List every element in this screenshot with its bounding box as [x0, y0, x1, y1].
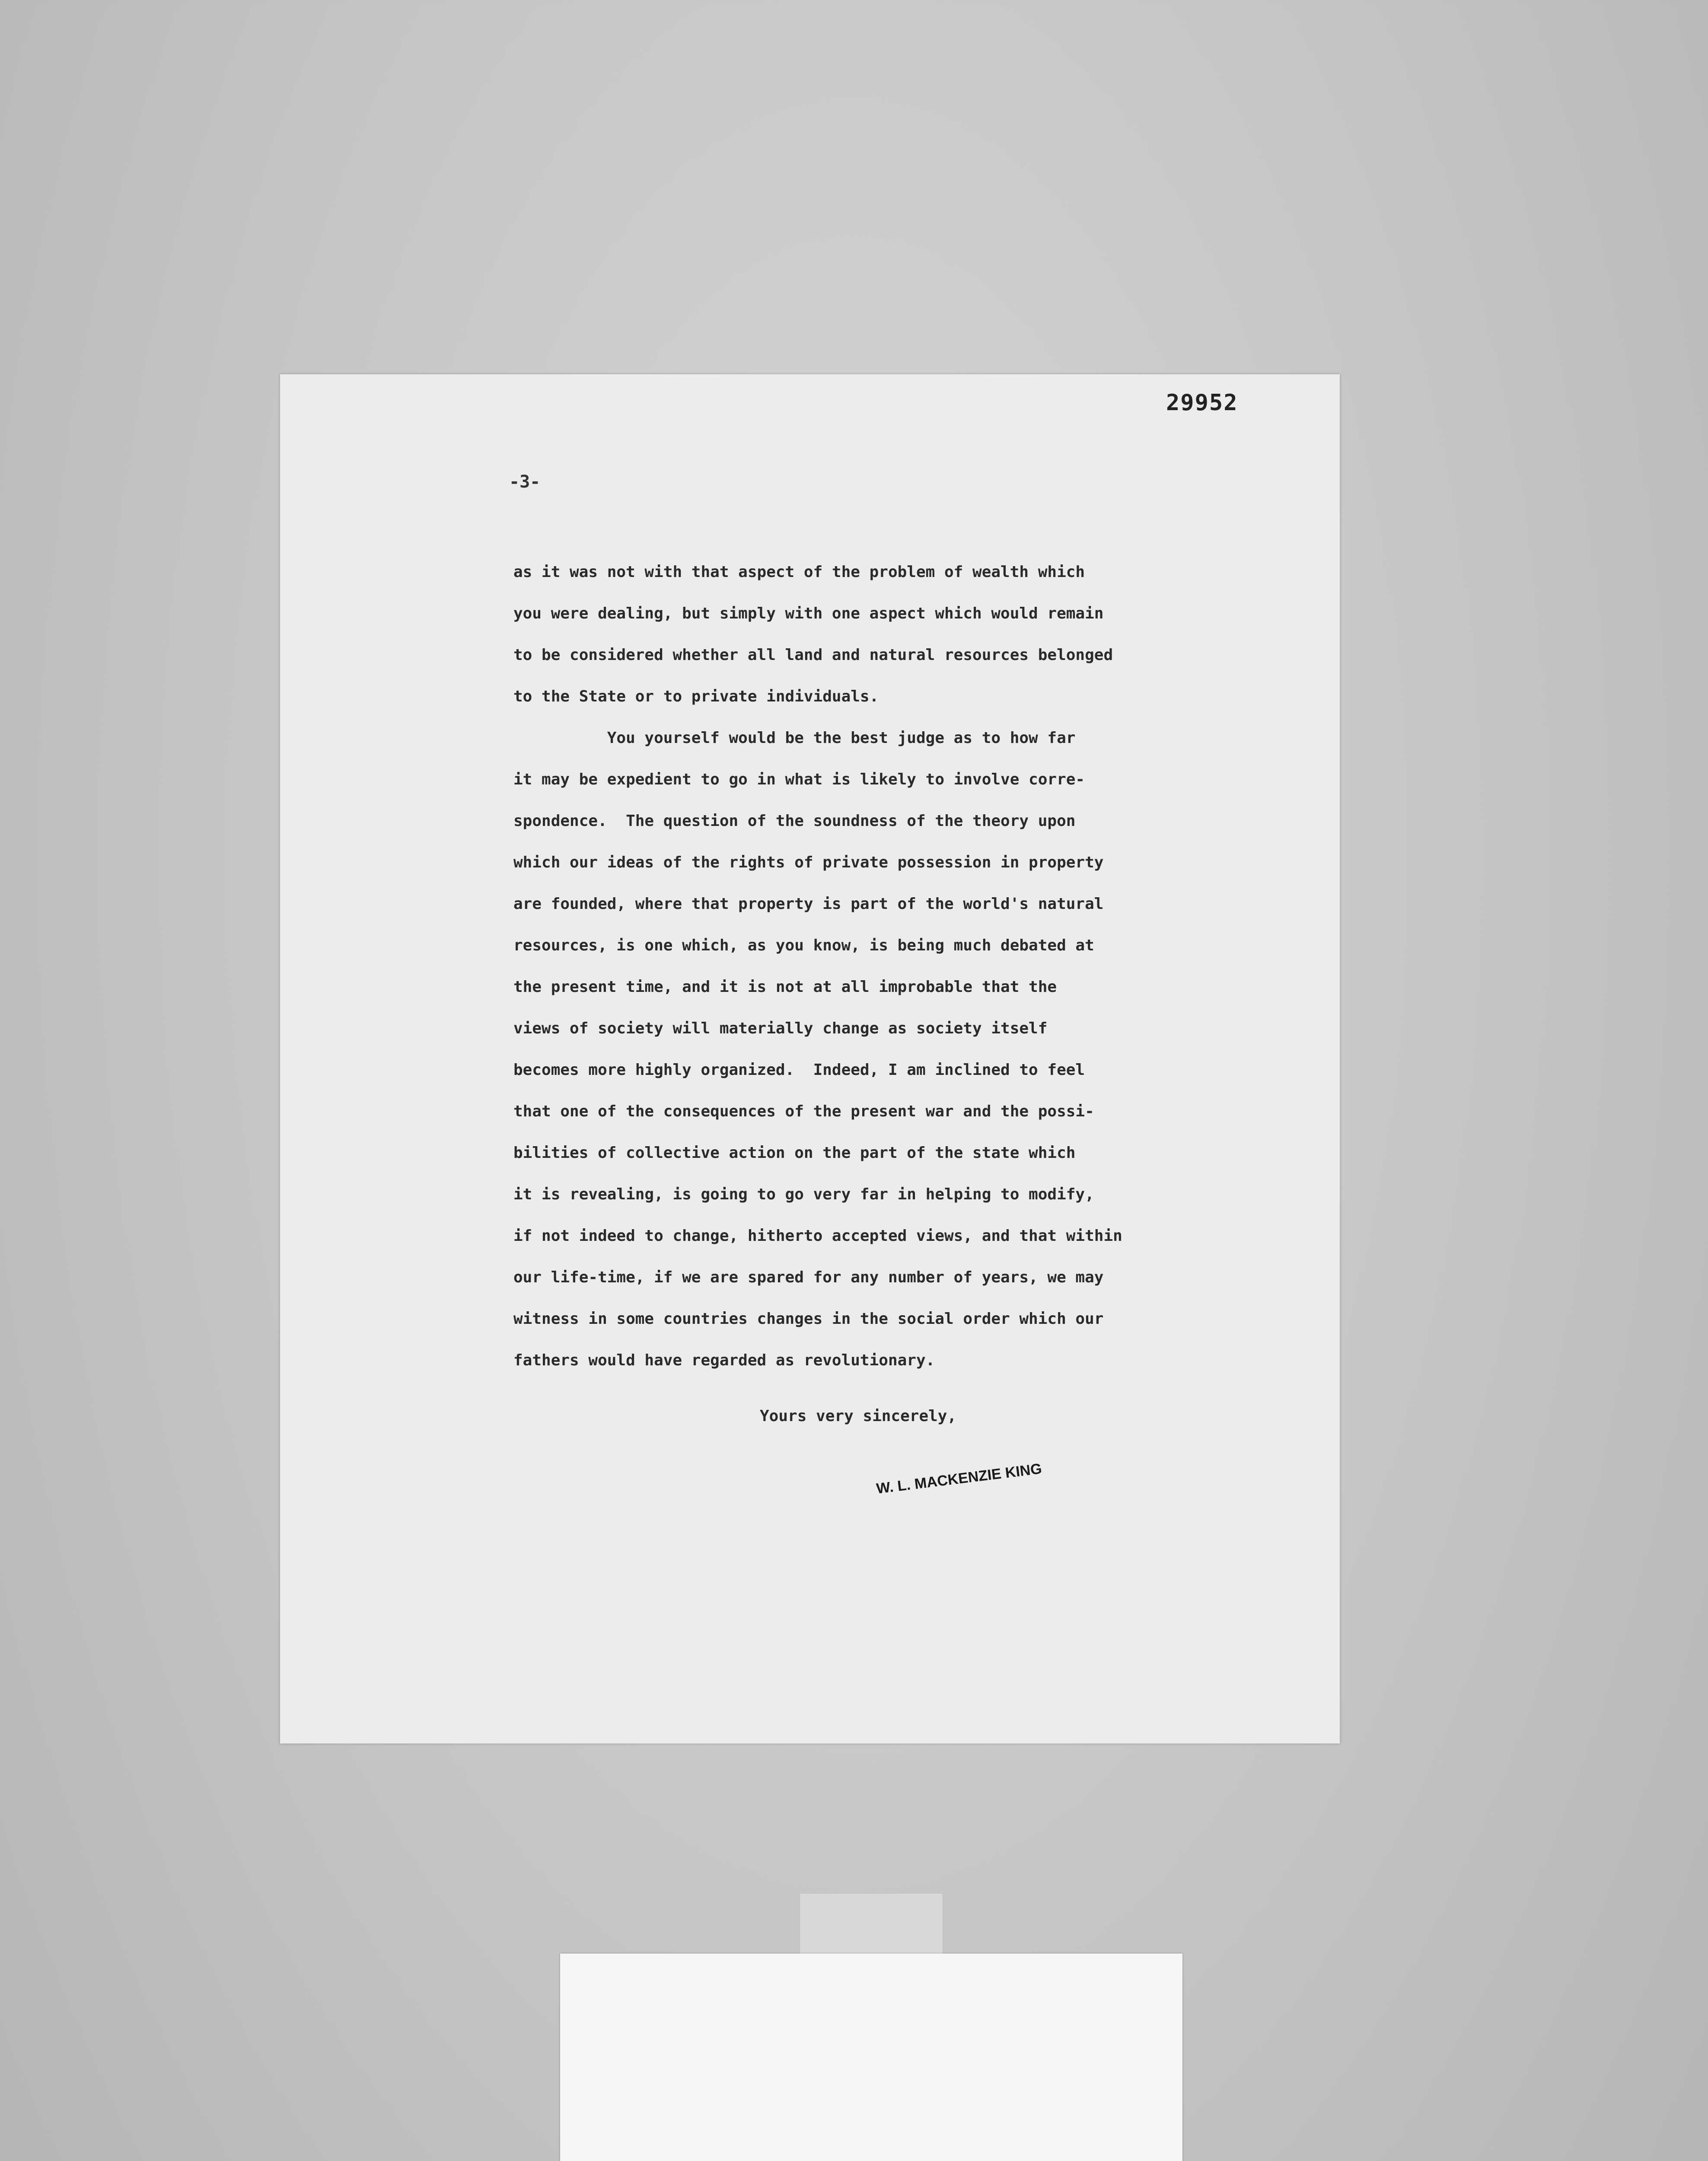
- body-line: our life-time, if we are spared for any number of years, we may: [513, 1269, 1104, 1286]
- body-line: resources, is one which, as you know, is being much debated at: [513, 937, 1094, 954]
- body-line: which our ideas of the rights of private possession in property: [513, 854, 1104, 871]
- letter-page: [280, 374, 1340, 1743]
- body-line: to the State or to private individuals.: [513, 688, 879, 705]
- signature-stamp: W. L. MACKENZIE KING: [875, 1460, 1043, 1497]
- closing: Yours very sincerely,: [760, 1407, 957, 1425]
- body-line: spondence. The question of the soundness of the theory upon: [513, 812, 1076, 830]
- body-line: it is revealing, is going to go very far in helping to modify,: [513, 1186, 1094, 1203]
- body-line: you were dealing, but simply with one aspect which would remain: [513, 605, 1104, 622]
- body-line: fathers would have regarded as revolutionary.: [513, 1351, 935, 1369]
- body-line: the present time, and it is not at all improbable that the: [513, 978, 1057, 996]
- body-line: views of society will materially change as society itself: [513, 1020, 1048, 1037]
- body-line: becomes more highly organized. Indeed, I am inclined to feel: [513, 1061, 1085, 1079]
- page-number: -3-: [509, 472, 541, 492]
- body-line: if not indeed to change, hitherto accepted views, and that within: [513, 1227, 1122, 1245]
- body-line: bilities of collective action on the part of the state which: [513, 1144, 1076, 1162]
- document-number: 29952: [1166, 390, 1238, 416]
- body-line: witness in some countries changes in the social order which our: [513, 1310, 1104, 1328]
- collection-card: [560, 1954, 1182, 2161]
- body-line: are founded, where that property is part of the world's natural: [513, 895, 1104, 913]
- letter-body: [513, 551, 1317, 1381]
- body-line: to be considered whether all land and natural resources belonged: [513, 646, 1113, 664]
- body-line: You yourself would be the best judge as to how far: [513, 729, 1076, 747]
- body-line: it may be expedient to go in what is likely to involve corre-: [513, 771, 1085, 788]
- body-line: as it was not with that aspect of the problem of wealth which: [513, 563, 1085, 581]
- body-line: that one of the consequences of the present war and the possi-: [513, 1103, 1094, 1120]
